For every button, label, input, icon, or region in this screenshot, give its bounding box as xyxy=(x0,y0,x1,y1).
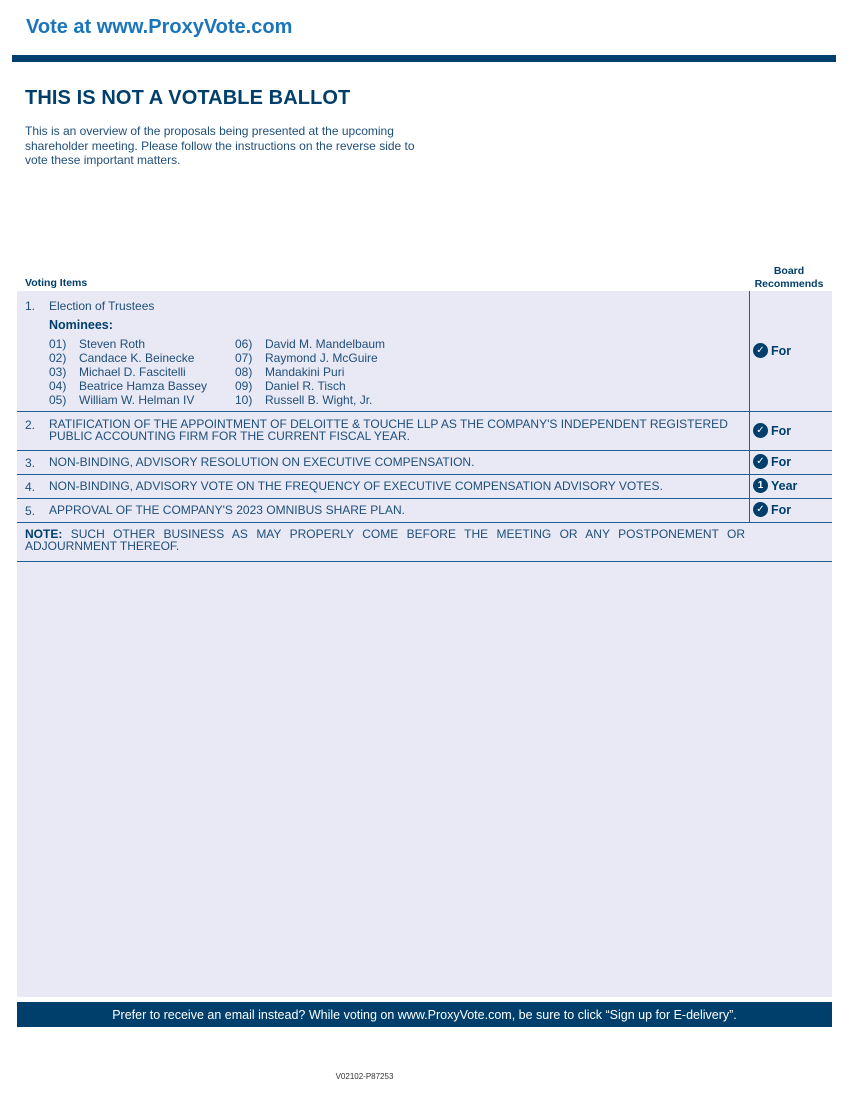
nominee: 02) Candace K. Beinecke xyxy=(49,351,195,365)
intro-paragraph: This is an overview of the proposals being presented at the upcoming shareholder meeting. Please follow the instructions on the reverse side to vote these important matters. xyxy=(25,124,415,167)
voting-item-3 xyxy=(17,451,832,475)
board-header-line2: Recommends xyxy=(754,278,824,290)
board-recommendation: ✓ For xyxy=(753,454,791,469)
board-header-line1: Board xyxy=(773,265,805,277)
board-recommendation: 1 Year xyxy=(753,478,797,493)
nominee: 07) Raymond J. McGuire xyxy=(235,351,378,365)
voting-item-4 xyxy=(17,475,832,499)
item-title: Election of Trustees xyxy=(49,299,155,313)
note-text: NOTE: SUCH OTHER BUSINESS AS MAY PROPERLY COME BEFORE THE MEETING OR ANY POSTPONEMENT OR ADJOURNMENT THEREOF. xyxy=(25,527,745,553)
voting-item-2 xyxy=(17,412,832,451)
voting-item-5 xyxy=(17,499,832,523)
number-one-circle-icon: 1 xyxy=(753,478,768,493)
item-text: NON-BINDING, ADVISORY RESOLUTION ON EXECUTIVE COMPENSATION. xyxy=(49,455,475,469)
item-number: 2. xyxy=(25,418,36,432)
header-rule xyxy=(12,55,836,62)
item-number: 1. xyxy=(25,299,36,313)
nominee: 05) William W. Helman IV xyxy=(49,393,195,407)
item-text: APPROVAL OF THE COMPANY'S 2023 OMNIBUS SHARE PLAN. xyxy=(49,503,405,517)
item-number: 4. xyxy=(25,480,36,494)
board-recommendation: ✓ For xyxy=(753,423,791,438)
document-code: V02102-P87253 xyxy=(335,1072,394,1081)
nominee: 04) Beatrice Hamza Bassey xyxy=(49,379,208,393)
check-circle-icon: ✓ xyxy=(753,423,768,438)
voting-item-1-cell xyxy=(17,291,750,411)
voting-item-4-cell xyxy=(17,475,750,498)
item-number: 5. xyxy=(25,504,36,518)
voting-item-2-cell xyxy=(17,412,750,450)
item-number: 3. xyxy=(25,456,36,470)
nominees-column-right xyxy=(235,337,385,407)
voting-item-1 xyxy=(17,291,832,412)
voting-items-header: Voting Items xyxy=(25,277,88,289)
note-row xyxy=(17,523,832,562)
board-recommendation: ✓ For xyxy=(753,343,791,358)
voting-item-3-cell xyxy=(17,451,750,474)
nominee: 06) David M. Mandelbaum xyxy=(235,337,386,351)
nominees-column-left xyxy=(49,337,207,407)
nominee: 01) Steven Roth xyxy=(49,337,146,351)
check-circle-icon: ✓ xyxy=(753,502,768,517)
nominee: 08) Mandakini Puri xyxy=(235,365,345,379)
e-delivery-banner: Prefer to receive an email instead? While voting on www.ProxyVote.com, be sure to click “Sign up for E-delivery”. xyxy=(17,1002,832,1027)
nominees-label: Nominees: xyxy=(49,318,113,332)
check-circle-icon: ✓ xyxy=(753,343,768,358)
proxyvote-link[interactable]: Vote at www.ProxyVote.com xyxy=(26,16,293,38)
check-circle-icon: ✓ xyxy=(753,454,768,469)
nominee: 10) Russell B. Wight, Jr. xyxy=(235,393,373,407)
item-text: RATIFICATION OF THE APPOINTMENT OF DELOITTE & TOUCHE LLP AS THE COMPANY'S INDEPENDENT REGISTERED PUBLIC ACCOUNTING FIRM FOR THE CURRENT FISCAL YEAR. xyxy=(49,417,728,443)
nominee: 03) Michael D. Fascitelli xyxy=(49,365,186,379)
item-text: NON-BINDING, ADVISORY VOTE ON THE FREQUENCY OF EXECUTIVE COMPENSATION ADVISORY VOTES. xyxy=(49,479,663,493)
page-title: THIS IS NOT A VOTABLE BALLOT xyxy=(25,87,351,109)
board-recommendation: ✓ For xyxy=(753,502,791,517)
nominee: 09) Daniel R. Tisch xyxy=(235,379,346,393)
board-recommends-header xyxy=(749,265,829,291)
note-label: NOTE: xyxy=(25,527,63,541)
voting-item-5-cell xyxy=(17,499,750,522)
